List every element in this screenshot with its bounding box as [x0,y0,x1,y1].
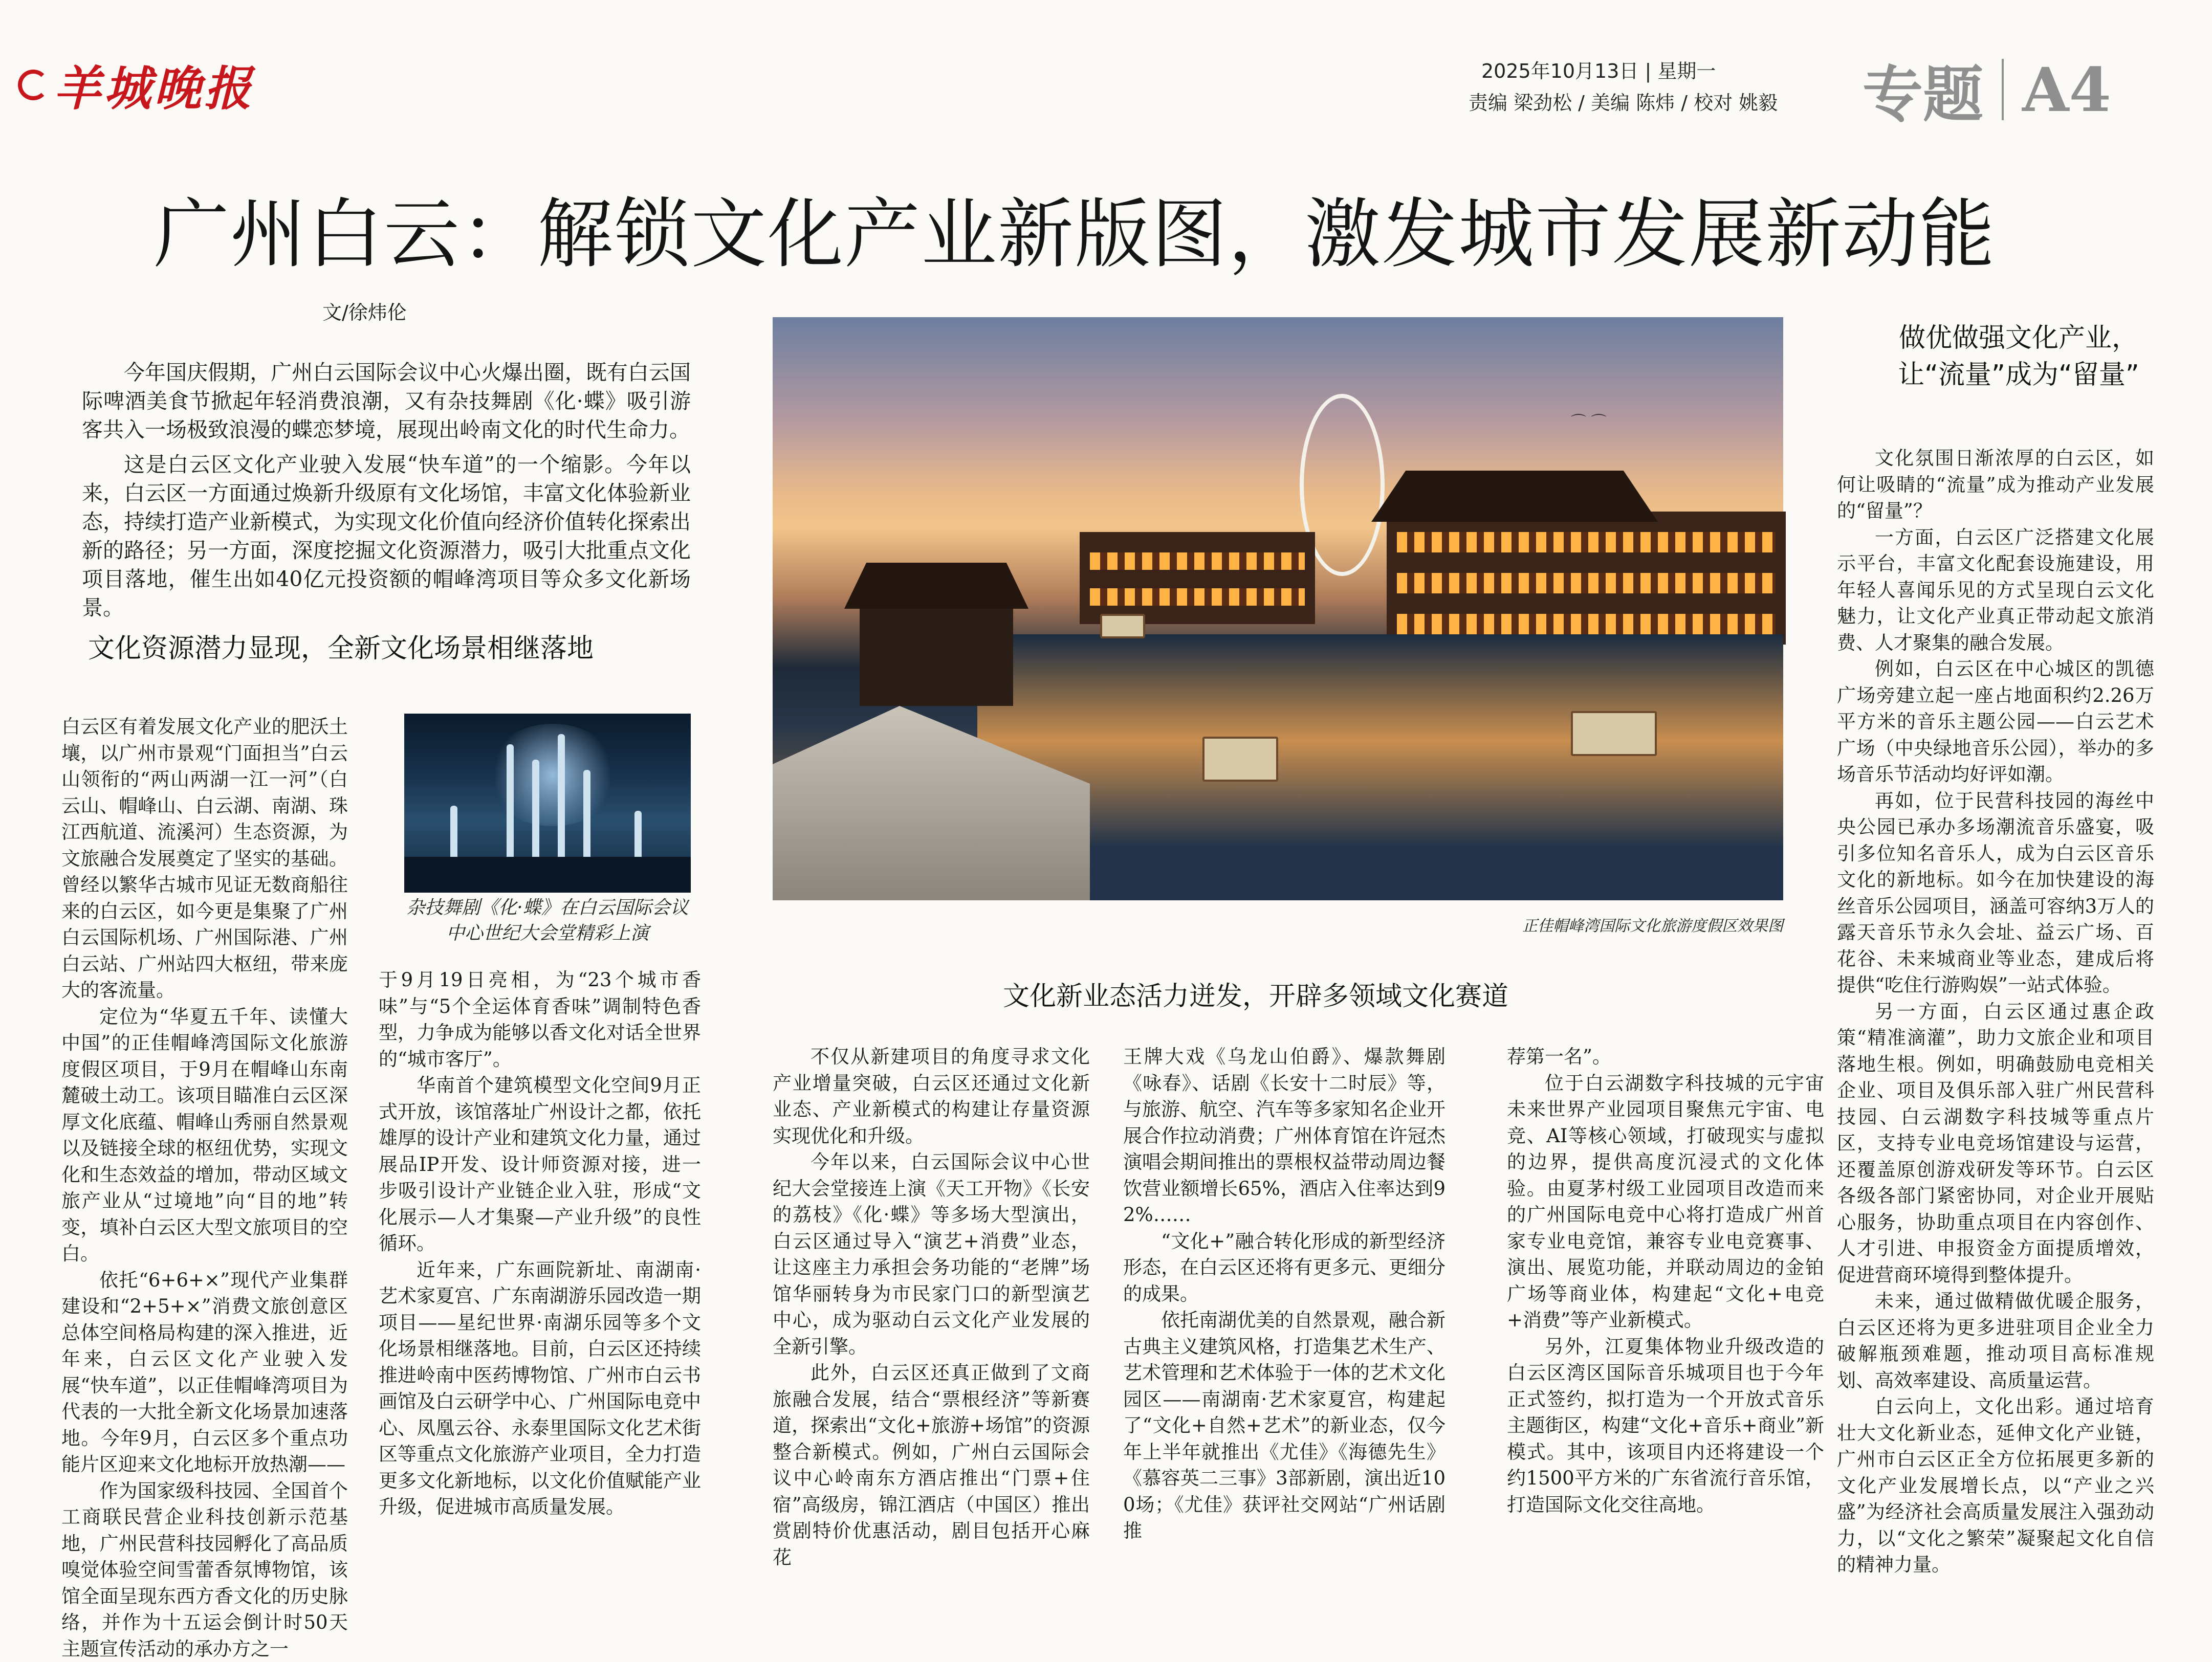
building-left [1080,532,1315,624]
body-column-5 [1507,1044,1824,1519]
logo-text: 羊城晚报 [54,51,254,119]
newspaper-logo [18,51,254,119]
photo1-caption: 杂技舞剧《化·蝶》在白云国际会议中心世纪大会堂精彩上演 [404,895,691,946]
issue-date: 2025年10月13日 | 星期一 [1481,55,1716,83]
paragraph: 荐第一名”。 [1507,1044,1824,1070]
paragraph: 定位为“华夏五千年、读懂大中国”的正佳帽峰湾国际文化旅游度假区项目，于9月在帽峰山东南麓破土动工。该项目瞄准白云区深厚文化底蕴、帽峰山秀丽自然景观以及链接全球的枢纽优势，实现文化和生态效益的增加，带动区域文旅产业从“过境地”向“目的地”转变，填补白云区大型文旅项目的空白。 [61,1004,348,1267]
body-column-4 [1123,1044,1446,1519]
lead-paragraph-2: 这是白云区文化产业驶入发展“快车道”的一个缩影。今年以来，白云区一方面通过焕新升级原有文化场馆，丰富文化体验新业态，持续打造产业新模式，为实现文化价值向经济价值转化探索出新的路径；另一方面，深度挖掘文化资源潜力，吸引大批重点文化项目落地，催生出如40亿元投资额的帽峰湾项目等众多文化新场景。 [82,450,691,622]
paragraph: 近年来，广东画院新址、南湖南·艺术家夏宫、广东南湖游乐园改造一期项目——星纪世界·南湖乐园等多个文化场景相继落地。目前，白云区还持续推进岭南中医药博物馆、广州市白云书画馆及白云研学中心、广州国际电竞中心、凤凰云谷、永泰里国际文化艺术街区等重点文化旅游产业项目，全力打造更多文化新地标，以文化价值赋能产业升级，促进城市高质量发展。 [379,1257,701,1520]
paragraph: 一方面，白云区广泛搭建文化展示平台，丰富文化配套设施建设，用年轻人喜闻乐见的方式呈现白云文化魅力，让文化产业真正带动起文旅消费、人才聚集的融合发展。 [1837,524,2154,656]
body-column-6 [1837,445,2154,1519]
paragraph: 白云区有着发展文化产业的肥沃土壤，以广州市景观“门面担当”白云山领衔的“两山两湖一江一河”（白云山、帽峰山、白云湖、南湖、珠江西航道、流溪河）生态资源，为文旅融合发展奠定了坚实的基础。曾经以繁华古城市见证无数商船往来的白云区，如今更是集聚了广州白云国际机场、广州国际港、广州白云站、广州站四大枢纽，带来庞大的客流量。 [61,714,348,1004]
paragraph: 未来，通过做精做优暖企服务，白云区还将为更多进驻项目企业全力破解瓶颈难题，推动项目高标准规划、高效率建设、高质量运营。 [1837,1288,2154,1393]
subhead-new-formats: 文化新业态活力迸发，开辟多领域文化赛道 [1003,974,1508,1013]
section-divider [2002,59,2004,120]
paragraph: 此外，白云区还真正做到了文商旅融合发展，结合“票根经济”等新赛道，探索出“文化+旅游+场馆”的资源整合新模式。例如，广州白云国际会议中心岭南东方酒店推出“门票+住宿”高级房，锦江酒店（中国区）推出赏剧特价优惠活动，剧目包括开心麻花 [773,1360,1090,1570]
lit-windows [1397,532,1776,552]
lit-windows [1397,573,1776,593]
subhead-traffic-retention [1875,320,2162,393]
paragraph: 今年以来，白云国际会议中心世纪大会堂接连上演《天工开物》《长安的荔枝》《化·蝶》等多场大型演出，白云区通过导入“演艺+消费”业态，让这座主力承担会务功能的“老牌”场馆华丽转身为市民家门口的新型演艺中心，成为驱动白云文化产业发展的全新引擎。 [773,1149,1090,1360]
page-number: A4 [2022,54,2111,125]
pavilion-roof [844,563,1028,609]
paragraph: 另一方面，白云区通过惠企政策“精准滴灌”，助力文旅企业和项目落地生根。例如，明确鼓励电竞相关企业、项目及俱乐部入驻广州民营科技园、白云湖数字科技城等重点片区，支持专业电竞场馆建设与运营，还覆盖原创游戏研发等环节。白云区各级各部门紧密协同，对企业开展贴心服务，协助重点项目在内容创作、人才引进、申报资金方面提质增效，促进营商环境得到整体提升。 [1837,999,2154,1289]
performer-pole [558,734,565,877]
body-column-1 [61,714,348,1519]
paragraph: 位于白云湖数字科技城的元宇宙未来世界产业园项目聚焦元宇宙、电竞、AI等核心领域，打破现实与虚拟的边界，提供高度沉浸式的文化体验。由夏茅村级工业园项目改造而来的广州国际电竞中心将打造成广州首家专业电竞馆，兼容专业电竞赛事、演出、展览功能，并联动周边的金铂广场等商业体，构建起“文化+电竞+消费”等产业新模式。 [1507,1070,1824,1334]
stage-floor [404,857,691,893]
editor-credits: 责编 梁劲松 / 美编 陈炜 / 校对 姚毅 [1469,87,1778,115]
paragraph: 王牌大戏《乌龙山伯爵》、爆款舞剧《咏春》、话剧《长安十二时辰》等，与旅游、航空、汽车等多家知名企业开展合作拉动消费；广州体育馆在许冠杰演唱会期间推出的票根权益带动周边餐饮营业额增长65%，酒店入住率达到92%…… [1123,1044,1446,1228]
stage-light [486,724,619,826]
paragraph: 于9月19日亮相，为“23个城市香味”与“5个全运体育香味”调制特色香型，力争成为能够以香文化对话全世界的“城市客厅”。 [379,967,701,1072]
boat [1100,614,1145,638]
article-headline: 广州白云：解锁文化产业新版图，激发城市发展新动能 [154,174,1996,282]
paragraph: 再如，位于民营科技园的海丝中央公园已承办多场潮流音乐盛宴，吸引多位知名音乐人，成为白云区音乐文化的新地标。如今在加快建设的海丝音乐公园项目，涵盖可容纳3万人的露天音乐节永久会址、益云广场、百花谷、未来城商业等业态，建成后将提供“吃住行游购娱”一站式体验。 [1837,788,2154,999]
lit-windows [1397,614,1776,634]
pavilion [860,604,1013,706]
body-column-3 [773,1044,1090,1519]
section-name: 专题 [1863,46,1983,133]
resort-rendering-photo [773,317,1783,900]
logo-mark-icon [18,70,49,100]
boat [1202,737,1278,782]
lit-windows [1090,588,1305,606]
paragraph: 文化氛围日渐浓厚的白云区，如何让吸睛的“流量”成为推动产业发展的“留量”？ [1837,445,2154,524]
roof-main [1371,471,1658,522]
subhead-line-1: 做优做强文化产业， [1875,320,2162,357]
acrobatic-dance-photo [404,714,691,893]
paragraph: 华南首个建筑模型文化空间9月正式开放，该馆落址广州设计之都，依托雄厚的设计产业和建筑文化力量，通过展品IP开发、设计师资源对接，进一步吸引设计产业链企业入驻，形成“文化展示—人才集聚—产业升级”的良性循环。 [379,1072,701,1257]
body-column-2 [379,967,701,1519]
birds-icon: ⌒ ⌒ [1571,409,1607,432]
paragraph: 依托“6+6+×”现代产业集群建设和“2+5+×”消费文旅创意区总体空间格局构建的深入推进，近年来，白云区文化产业驶入发展“快车道”，以正佳帽峰湾项目为代表的一大批全新文化场景加速落地。今年9月，白云区多个重点功能片区迎来文化地标开放热潮—— [61,1267,348,1478]
lit-windows [1090,552,1305,570]
paragraph: “文化+”融合转化形成的新型经济形态，在白云区还将有更多元、更细分的成果。 [1123,1228,1446,1308]
subhead-cultural-resources: 文化资源潜力显现，全新文化场景相继落地 [88,627,594,665]
section-label [1863,46,2111,133]
lake [977,634,1783,900]
byline: 文/徐炜伦 [322,297,407,325]
subhead-line-2: 让“流量”成为“留量” [1875,357,2162,393]
lead-paragraph-1: 今年国庆假期，广州白云国际会议中心火爆出圈，既有白云国际啤酒美食节掀起年轻消费浪潮，又有杂技舞剧《化·蝶》吸引游客共入一场极致浪漫的蝶恋梦境，展现出岭南文化的时代生命力。 [82,358,691,444]
paragraph: 例如，白云区在中心城区的凯德广场旁建立起一座占地面积约2.26万平方米的音乐主题公园——白云艺术广场（中央绿地音乐公园），举办的多场音乐节活动均好评如潮。 [1837,656,2154,788]
paragraph: 白云向上，文化出彩。通过培育壮大文化新业态，延伸文化产业链，广州市白云区正全方位拓展更多新的文化产业发展增长点，以“产业之兴盛”为经济社会高质量发展注入强劲动力，以“文化之繁荣”凝聚起文化自信的精神力量。 [1837,1393,2154,1578]
paragraph: 依托南湖优美的自然景观，融合新古典主义建筑风格，打造集艺术生产、艺术管理和艺术体验于一体的艺术文化园区——南湖南·艺术家夏宫，构建起了“文化+自然+艺术”的新业态，仅今年上半年就推出《尤佳》《海德先生》《慕容英二三事》3部新剧，演出近100场；《尤佳》获评社交网站“广州话剧推 [1123,1307,1446,1544]
photo2-caption: 正佳帽峰湾国际文化旅游度假区效果图 [1443,913,1783,936]
paragraph: 作为国家级科技园、全国首个工商联民营企业科技创新示范基地，广州民营科技园孵化了高品质嗅觉体验空间雪蕾香氛博物馆，该馆全面呈现东西方香文化的历史脉络，并作为十五运会倒计时50天主题宣传活动的承办方之一 [61,1478,348,1662]
paragraph: 另外，江夏集体物业升级改造的白云区湾区国际音乐城项目也于今年正式签约，拟打造为一个开放式音乐主题街区，构建“文化+音乐+商业”新模式。其中，该项目内还将建设一个约1500平方米的广东省流行音乐馆，打造国际文化交往高地。 [1507,1334,1824,1518]
paragraph: 不仅从新建项目的角度寻求文化产业增量突破，白云区还通过文化新业态、产业新模式的构建让存量资源实现优化和升级。 [773,1044,1090,1149]
boat [1571,711,1657,756]
